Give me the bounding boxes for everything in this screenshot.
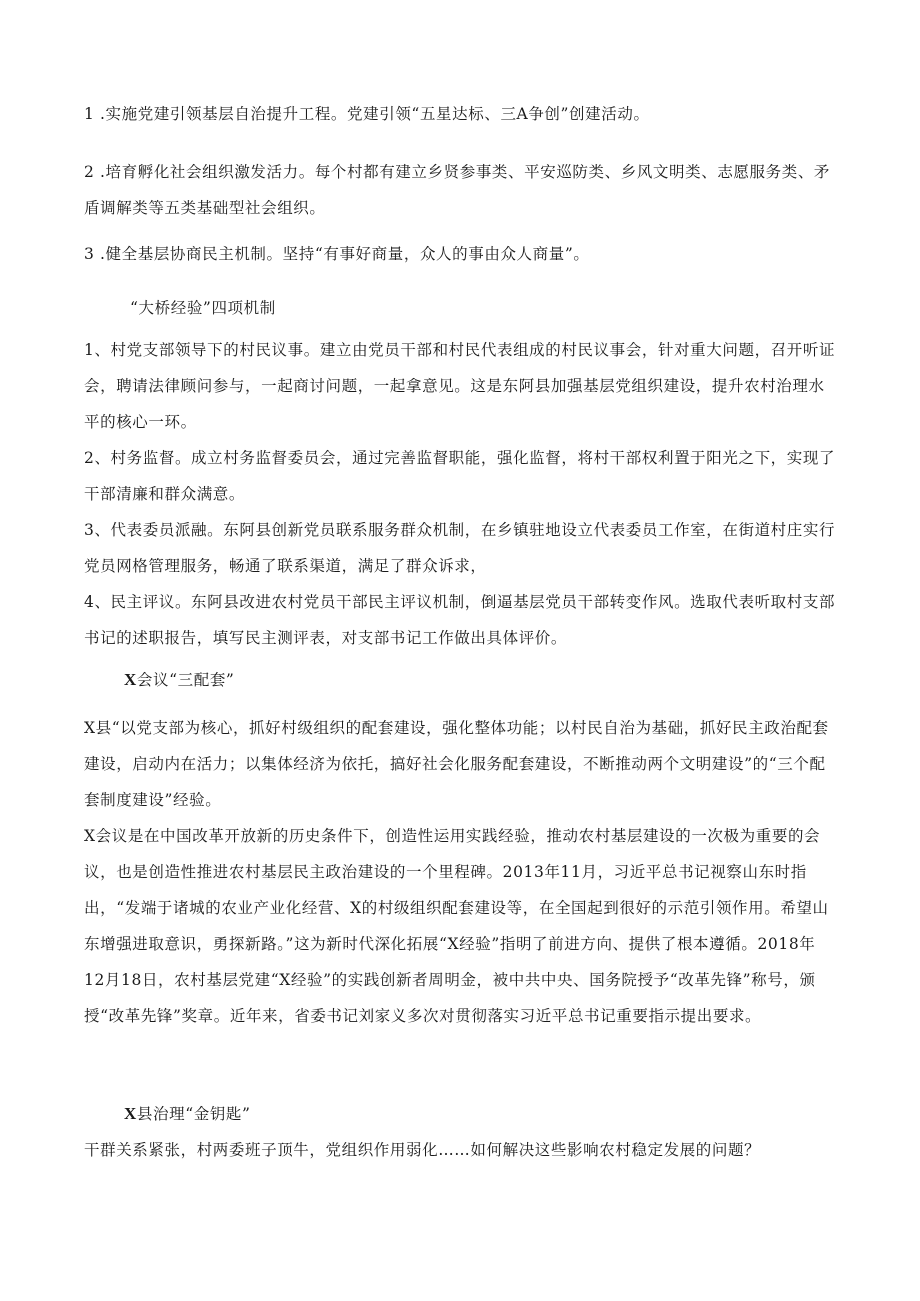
mechanism-3: 3、代表委员派融。东阿县创新党员联系服务群众机制，在乡镇驻地设立代表委员工作室，在街道村庄实行党员网格管理服务，畅通了联系渠道，满足了群众诉求， [84, 521, 836, 575]
list-item-1: 1 .实施党建引领基层自治提升工程。党建引领“五星达标、三A争创”创建活动。 [84, 105, 650, 123]
mechanism-1: 1、村党支部领导下的村民议事。建立由党员干部和村民代表组成的村民议事会，针对重大问题，召开听证会，聘请法律顾问参与，一起商讨问题，一起拿意见。这是东阿县加强基层党组织建设，提升农村治理水平的核心一环。 [84, 341, 836, 431]
section-heading-daqiao: “大桥经验”四项机制 [130, 299, 276, 317]
list-item-3: 3 .健全基层协商民主机制。坚持“有事好商量，众人的事由众人商量”。 [84, 245, 590, 263]
heading-text: 县治理“金钥匙” [136, 1105, 251, 1123]
peitao-paragraph-2: X会议是在中国改革开放新的历史条件下，创造性运用实践经验，推动农村基层建设的一次极为重要的会议，也是创造性推进农村基层民主政治建设的一个里程碑。2013年11月，习近平总书记视察山东时指出，“发端于诸城的农业产业化经营、X的村级组织配套建设等，在全国起到很好的示范引领作用。希望山东增强进取意识，勇探新路。”这为新时代深化拓展“X经验”指明了前进方向、提供了根本遵循。2018年12月18日，农村基层党建“X经验”的实践创新者周明金，被中共中央、国务院授予“改革先锋”称号，颁授“改革先锋”奖章。近年来，省委书记刘家义多次对贯彻落实习近平总书记重要指示提出要求。 [84, 827, 829, 1025]
list-item-2: 2 .培育孵化社会组织激发活力。每个村都有建立乡贤参事类、平安巡防类、乡风文明类、志愿服务类、矛盾调解类等五类基础型社会组织。 [84, 163, 831, 217]
mechanism-4: 4、民主评议。东阿县改进农村党员干部民主评议机制，倒逼基层党员干部转变作风。选取代表听取村支部书记的述职报告，填写民主测评表，对支部书记工作做出具体评价。 [84, 593, 836, 647]
heading-x-letter: X [124, 1104, 137, 1123]
peitao-paragraph-1: X县“以党支部为核心，抓好村级组织的配套建设，强化整体功能；以村民自治为基础，抓好民主政治配套建设，启动内在活力；以集体经济为依托，搞好社会化服务配套建设，不断推动两个文明建设”的“三个配套制度建设”经验。 [84, 719, 829, 809]
mechanism-2: 2、村务监督。成立村务监督委员会，通过完善监督职能，强化监督，将村干部权利置于阳光之下，实现了干部清廉和群众满意。 [84, 449, 836, 503]
section-heading-jinyaoshi [124, 1102, 251, 1126]
jinyaoshi-paragraph-1: 干群关系紧张，村两委班子顶牛，党组织作用弱化……如何解决这些影响农村稳定发展的问题？ [84, 1141, 761, 1159]
section-heading-peitao [124, 668, 234, 692]
heading-x-letter: X [124, 670, 137, 689]
heading-text: 会议“三配套” [136, 671, 235, 689]
